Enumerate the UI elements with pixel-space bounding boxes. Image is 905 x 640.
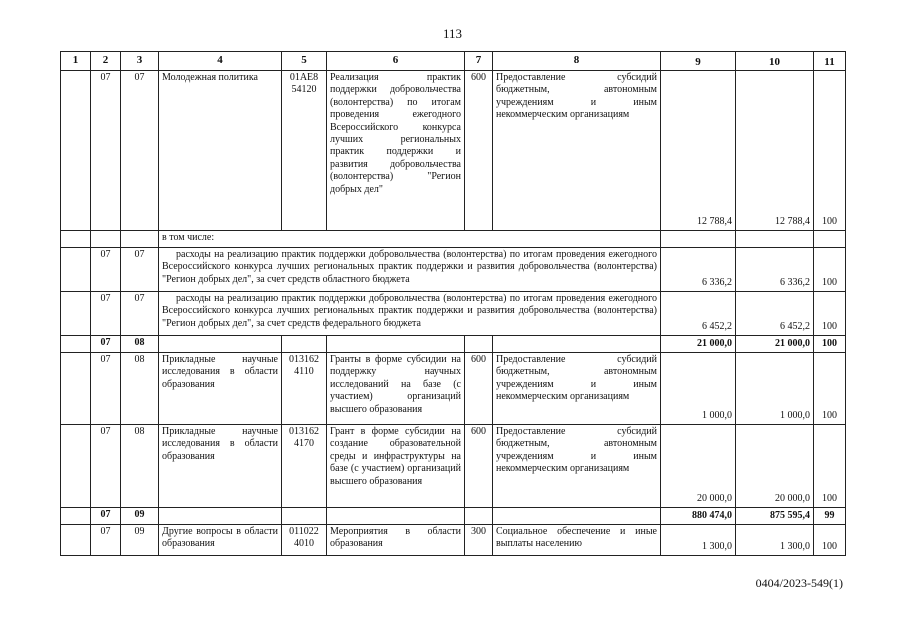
- cell-plan: 6 452,2: [661, 292, 736, 336]
- cell-percent: 100: [814, 425, 846, 508]
- cell-description: Реализация практик поддержки добровольчества (волонтерства) по итогам проведения ежегодного Всероссийского конкурса лучших региональных практик поддержки и развития добровольчества (волонтерства) "Регион добрых дел": [327, 71, 465, 231]
- header-row: [61, 52, 846, 71]
- header-cell: 3: [121, 52, 159, 71]
- cell-expense-type: 300: [465, 525, 493, 556]
- cell-section: 07: [91, 525, 121, 556]
- cell-expense-name: Предоставление субсидий бюджетным, автономным учреждениям и иным некоммерческим организациям: [493, 353, 661, 425]
- cell-name: Прикладные научные исследования в области образования: [159, 353, 282, 425]
- cell-expense-type: 600: [465, 71, 493, 231]
- cell: [327, 336, 465, 353]
- cell-breakdown-text: расходы на реализацию практик поддержки добровольчества (волонтерства) по итогам проведения ежегодного Всероссийского конкурса лучших региональных практик поддержки и развития добровольчества (волонтерства) "Регион добрых дел", за счет средств федерального бюджета: [159, 292, 661, 336]
- cell-name: Молодежная политика: [159, 71, 282, 231]
- cell: [91, 231, 121, 248]
- cell: [814, 231, 846, 248]
- cell-actual: 12 788,4: [736, 71, 814, 231]
- cell: [327, 508, 465, 525]
- cell-plan: 880 474,0: [661, 508, 736, 525]
- cell-plan: 1 000,0: [661, 353, 736, 425]
- cell-subsection: 07: [121, 292, 159, 336]
- cell-subsection: 09: [121, 508, 159, 525]
- table-row: [61, 248, 846, 292]
- cell: [493, 508, 661, 525]
- cell-section: 07: [91, 353, 121, 425]
- cell-section: 07: [91, 248, 121, 292]
- cell-subsection: 08: [121, 353, 159, 425]
- cell: [282, 508, 327, 525]
- cell-subsection: 08: [121, 425, 159, 508]
- cell-section: 07: [91, 425, 121, 508]
- cell-description: Гранты в форме субсидии на поддержку научных исследований на базе (с участием) организаций высшего образования: [327, 353, 465, 425]
- cell: [61, 525, 91, 556]
- cell: [121, 231, 159, 248]
- cell-actual: 875 595,4: [736, 508, 814, 525]
- cell-actual: 6 452,2: [736, 292, 814, 336]
- header-cell: 1: [61, 52, 91, 71]
- table-row: [61, 425, 846, 508]
- cell-section: 07: [91, 292, 121, 336]
- header-cell: 7: [465, 52, 493, 71]
- table-row: [61, 525, 846, 556]
- cell: [61, 71, 91, 231]
- cell-percent: 100: [814, 292, 846, 336]
- cell: [159, 508, 282, 525]
- cell-name: Прикладные научные исследования в области образования: [159, 425, 282, 508]
- header-cell: 10: [736, 52, 814, 71]
- cell-percent: 100: [814, 71, 846, 231]
- cell-actual: 1 000,0: [736, 353, 814, 425]
- cell-section: 07: [91, 508, 121, 525]
- cell: [282, 336, 327, 353]
- cell: [661, 231, 736, 248]
- table-row: [61, 231, 846, 248]
- cell: [61, 292, 91, 336]
- header-cell: 4: [159, 52, 282, 71]
- cell-expense-name: Предоставление субсидий бюджетным, автономным учреждениям и иным некоммерческим организациям: [493, 71, 661, 231]
- cell-subsection: 07: [121, 71, 159, 231]
- cell-target-article: 01АЕ8 54120: [282, 71, 327, 231]
- cell-expense-type: 600: [465, 425, 493, 508]
- cell-expense-name: Предоставление субсидий бюджетным, автономным учреждениям и иным некоммерческим организациям: [493, 425, 661, 508]
- cell-description: Мероприятия в области образования: [327, 525, 465, 556]
- cell-section: 07: [91, 71, 121, 231]
- cell-actual: 20 000,0: [736, 425, 814, 508]
- cell: [61, 336, 91, 353]
- budget-table: [60, 51, 846, 556]
- cell-description: Грант в форме субсидии на создание образовательной среды и инфраструктуры на базе (с участием) организаций высшего образования: [327, 425, 465, 508]
- cell-section: 07: [91, 336, 121, 353]
- cell: [61, 353, 91, 425]
- cell-including-label: в том числе:: [159, 231, 661, 248]
- cell-percent: 100: [814, 248, 846, 292]
- page-number: 113: [442, 26, 463, 41]
- cell-subsection: 08: [121, 336, 159, 353]
- cell-percent: 99: [814, 508, 846, 525]
- document-id: 0404/2023-549(1): [755, 576, 843, 590]
- cell-actual: 1 300,0: [736, 525, 814, 556]
- table-row: [61, 292, 846, 336]
- cell: [61, 508, 91, 525]
- header-cell: 9: [661, 52, 736, 71]
- cell: [736, 231, 814, 248]
- cell-plan: 12 788,4: [661, 71, 736, 231]
- cell-expense-type: 600: [465, 353, 493, 425]
- cell-plan: 6 336,2: [661, 248, 736, 292]
- cell-target-article: 013162 4110: [282, 353, 327, 425]
- subtotal-row: [61, 508, 846, 525]
- cell: [159, 336, 282, 353]
- cell-target-article: 013162 4170: [282, 425, 327, 508]
- table-row: [61, 353, 846, 425]
- cell: [61, 231, 91, 248]
- cell-percent: 100: [814, 525, 846, 556]
- table-row: [61, 71, 846, 231]
- cell-percent: 100: [814, 353, 846, 425]
- header-cell: 2: [91, 52, 121, 71]
- cell-breakdown-text: расходы на реализацию практик поддержки добровольчества (волонтерства) по итогам проведения ежегодного Всероссийского конкурса лучших региональных практик поддержки и развития добровольчества (волонтерства) "Регион добрых дел", за счет средств областного бюджета: [159, 248, 661, 292]
- cell-actual: 21 000,0: [736, 336, 814, 353]
- cell-plan: 1 300,0: [661, 525, 736, 556]
- cell-plan: 20 000,0: [661, 425, 736, 508]
- header-cell: 8: [493, 52, 661, 71]
- cell-percent: 100: [814, 336, 846, 353]
- cell-subsection: 09: [121, 525, 159, 556]
- cell: [465, 508, 493, 525]
- cell: [493, 336, 661, 353]
- header-cell: 11: [814, 52, 846, 71]
- cell-name: Другие вопросы в области образования: [159, 525, 282, 556]
- cell: [61, 425, 91, 508]
- header-cell: 5: [282, 52, 327, 71]
- cell-actual: 6 336,2: [736, 248, 814, 292]
- header-cell: 6: [327, 52, 465, 71]
- cell-target-article: 011022 4010: [282, 525, 327, 556]
- cell-expense-name: Социальное обеспечение и иные выплаты населению: [493, 525, 661, 556]
- cell: [465, 336, 493, 353]
- cell-plan: 21 000,0: [661, 336, 736, 353]
- subtotal-row: [61, 336, 846, 353]
- cell: [61, 248, 91, 292]
- cell-subsection: 07: [121, 248, 159, 292]
